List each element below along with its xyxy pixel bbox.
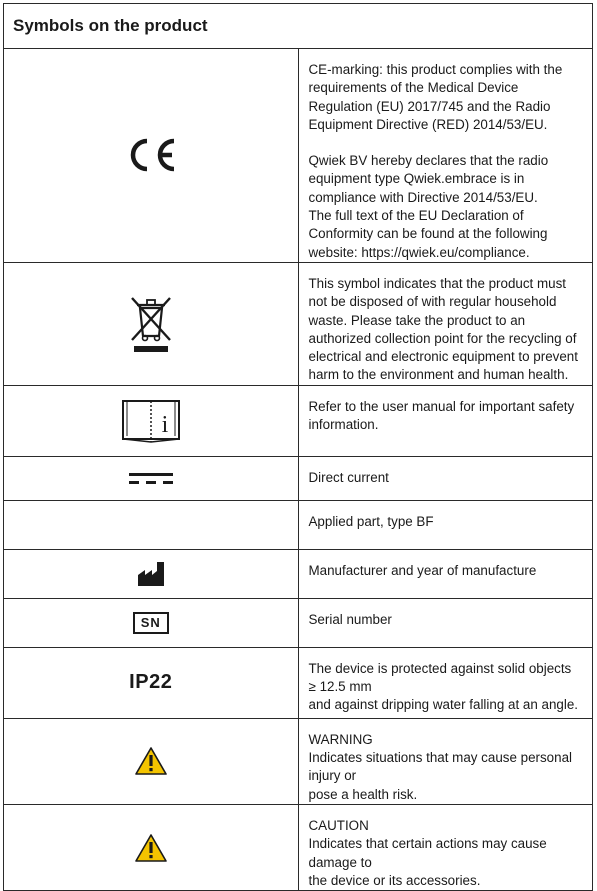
- symbol-cell: [4, 385, 299, 456]
- applied-part-description-text: Applied part, type BF: [308, 513, 434, 529]
- table-row: [4, 647, 593, 718]
- table-row: [4, 718, 593, 804]
- symbol-cell: [4, 549, 299, 598]
- svg-text:i: i: [161, 411, 169, 438]
- symbol-cell-empty: [4, 500, 299, 549]
- table-row: [4, 49, 593, 263]
- description-cell: [298, 718, 593, 804]
- table-row: [4, 549, 593, 598]
- manufacturer-factory-icon: [137, 565, 165, 582]
- table-title: Symbols on the product: [4, 4, 593, 49]
- description-cell: [298, 598, 593, 647]
- description-cell: [298, 804, 593, 890]
- ce-description-text: CE-marking: this product complies with the requirements of the Medical Device Regulation (EU) 2017/745 and the Radio Equipment Directive (RED) 2014/53/EU.: [308, 62, 563, 132]
- table-row: [4, 598, 593, 647]
- warning-description-text: WARNING Indicates situations that may cause personal injury or pose a health risk.: [308, 731, 572, 802]
- symbol-cell: [4, 456, 299, 500]
- description-cell: [298, 549, 593, 598]
- symbols-table-container: [3, 3, 593, 891]
- manual-description-text: Refer to the user manual for important safety information.: [308, 398, 575, 433]
- weee-crossed-bin-icon: [128, 315, 174, 332]
- symbols-table: [3, 3, 593, 891]
- description-cell: [298, 500, 593, 549]
- symbol-cell: [4, 262, 299, 385]
- direct-current-icon: [128, 469, 174, 486]
- symbol-cell: [4, 718, 299, 804]
- table-row: [4, 456, 593, 500]
- table-header-row: [4, 4, 593, 49]
- description-cell: [298, 262, 593, 385]
- symbol-cell: [4, 598, 299, 647]
- table-row: [4, 385, 593, 456]
- symbol-cell: [4, 647, 299, 718]
- manufacturer-description-text: Manufacturer and year of manufacture: [308, 562, 537, 578]
- table-row: [4, 262, 593, 385]
- symbol-cell: [4, 49, 299, 263]
- declaration-text: Qwiek BV hereby declares that the radio equipment type Qwiek.embrace is in compliance with Directive 2014/53/EU. The full text of the EU Declaration of Conformity can be found at the following website: https://qwiek.eu/compliance.: [308, 153, 549, 260]
- caution-description-text: CAUTION Indicates that certain actions may cause damage to the device or its accessories.: [308, 817, 547, 888]
- table-row: [4, 804, 593, 890]
- symbol-cell: [4, 804, 299, 890]
- description-cell: [298, 456, 593, 500]
- dc-description-text: Direct current: [308, 469, 389, 485]
- ce-mark-icon: [123, 147, 179, 164]
- description-cell: [298, 385, 593, 456]
- weee-description-text: This symbol indicates that the product must not be disposed of with regular household waste. Please take the product to an authorized collection point for the recycling of electrical and electronic equipment to prevent harm to the environment and human health.: [308, 275, 578, 383]
- serial-description-text: Serial number: [308, 611, 392, 627]
- caution-triangle-icon: [134, 839, 168, 856]
- description-cell: [298, 49, 593, 263]
- description-cell: [298, 647, 593, 718]
- ip-description-text: The device is protected against solid objects ≥ 12.5 mm and against dripping water falling at an angle.: [308, 660, 578, 713]
- ip22-rating: IP22: [129, 671, 173, 694]
- serial-number-icon: SN: [133, 612, 169, 634]
- warning-triangle-icon: [134, 753, 168, 770]
- table-row: [4, 500, 593, 549]
- user-manual-icon: [120, 411, 182, 438]
